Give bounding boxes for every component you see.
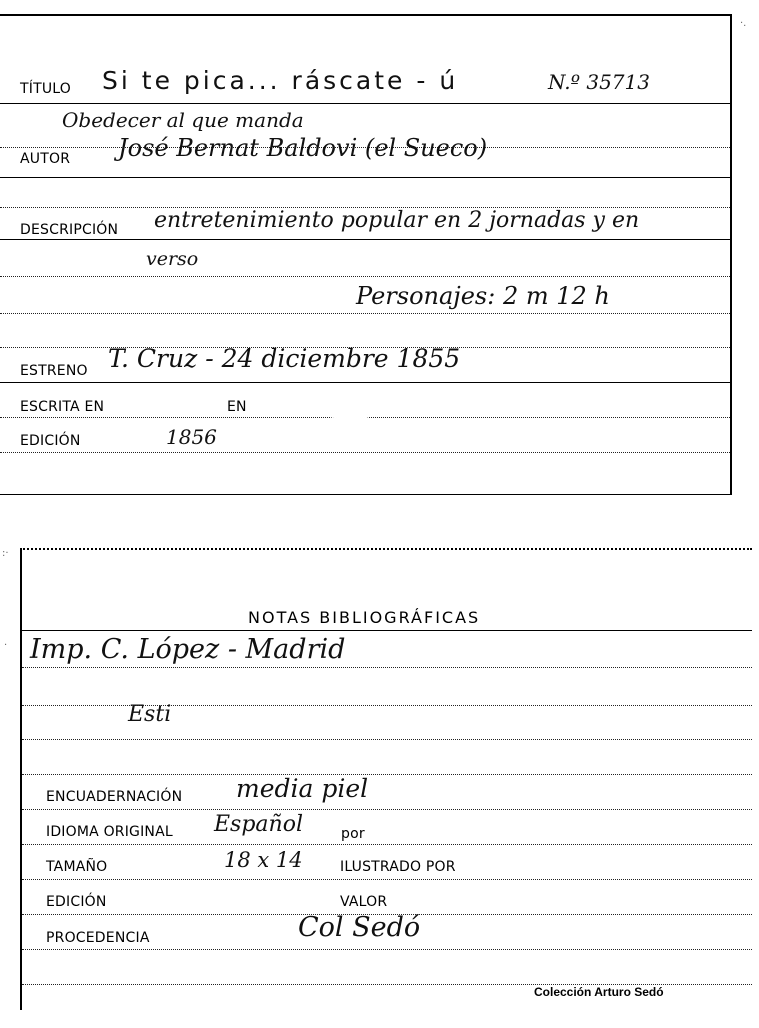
rule-line (22, 667, 752, 668)
label-edicion-2: EDICIÓN (46, 894, 107, 910)
label-edicion: EDICIÓN (20, 433, 81, 449)
label-por: por (341, 826, 365, 842)
label-autor: AUTOR (20, 151, 71, 167)
rule-line (22, 844, 752, 845)
value-notas-2: Esti (128, 702, 172, 727)
label-estreno: ESTRENO (20, 363, 88, 379)
rule-line (0, 382, 730, 383)
value-descripcion-1: entretenimiento popular en 2 jornadas y en (154, 208, 640, 233)
rule-line (22, 739, 752, 740)
label-escrita-en: ESCRITA EN (20, 399, 105, 415)
value-estreno: T. Cruz - 24 diciembre 1855 (108, 344, 461, 373)
value-tamano: 18 x 14 (224, 848, 303, 872)
paper-speck: · (4, 640, 8, 651)
label-en: EN (227, 399, 247, 415)
value-numero: N.º 35713 (548, 70, 650, 94)
value-idioma-original: Español (214, 812, 303, 837)
rule-line (22, 949, 752, 950)
collection-footer: Colección Arturo Sedó (534, 985, 664, 999)
rule-line (22, 809, 752, 810)
rule-line (22, 630, 752, 631)
label-tamano: TAMAÑO (46, 859, 108, 875)
rule-line (0, 103, 730, 104)
rule-line (22, 774, 752, 775)
value-personajes: Personajes: 2 m 12 h (356, 282, 610, 310)
paper-speck: :· (2, 548, 9, 559)
value-titulo: Si te pica... ráscate - ú (102, 66, 459, 95)
paper-speck: ·. (740, 18, 747, 29)
label-procedencia: PROCEDENCIA (46, 930, 150, 946)
value-descripcion-2: verso (146, 248, 199, 270)
value-procedencia: Col Sedó (298, 912, 421, 943)
rule-line (0, 276, 730, 277)
rule-line (22, 879, 752, 880)
value-edicion: 1856 (166, 425, 217, 449)
value-encuadernacion: media piel (236, 774, 369, 803)
rule-line (0, 177, 730, 178)
label-idioma-original: IDIOMA ORIGINAL (46, 824, 173, 840)
section-heading: NOTAS BIBLIOGRÁFICAS (248, 608, 481, 627)
label-descripcion: DESCRIPCIÓN (20, 222, 119, 238)
label-encuadernacion: ENCUADERNACIÓN (46, 789, 183, 805)
value-titulo-secundario: Obedecer al que manda (62, 108, 304, 132)
value-notas-1: Imp. C. López - Madrid (30, 634, 346, 665)
label-valor: VALOR (340, 894, 388, 910)
rule-line (0, 452, 730, 453)
rule-line (0, 239, 730, 240)
rule-line (0, 313, 730, 314)
label-ilustrado-por: ILUSTRADO POR (340, 859, 456, 875)
erasure-mark (318, 392, 382, 420)
label-titulo: TÍTULO (20, 81, 71, 97)
value-autor: José Bernat Baldovi (el Sueco) (118, 134, 488, 162)
